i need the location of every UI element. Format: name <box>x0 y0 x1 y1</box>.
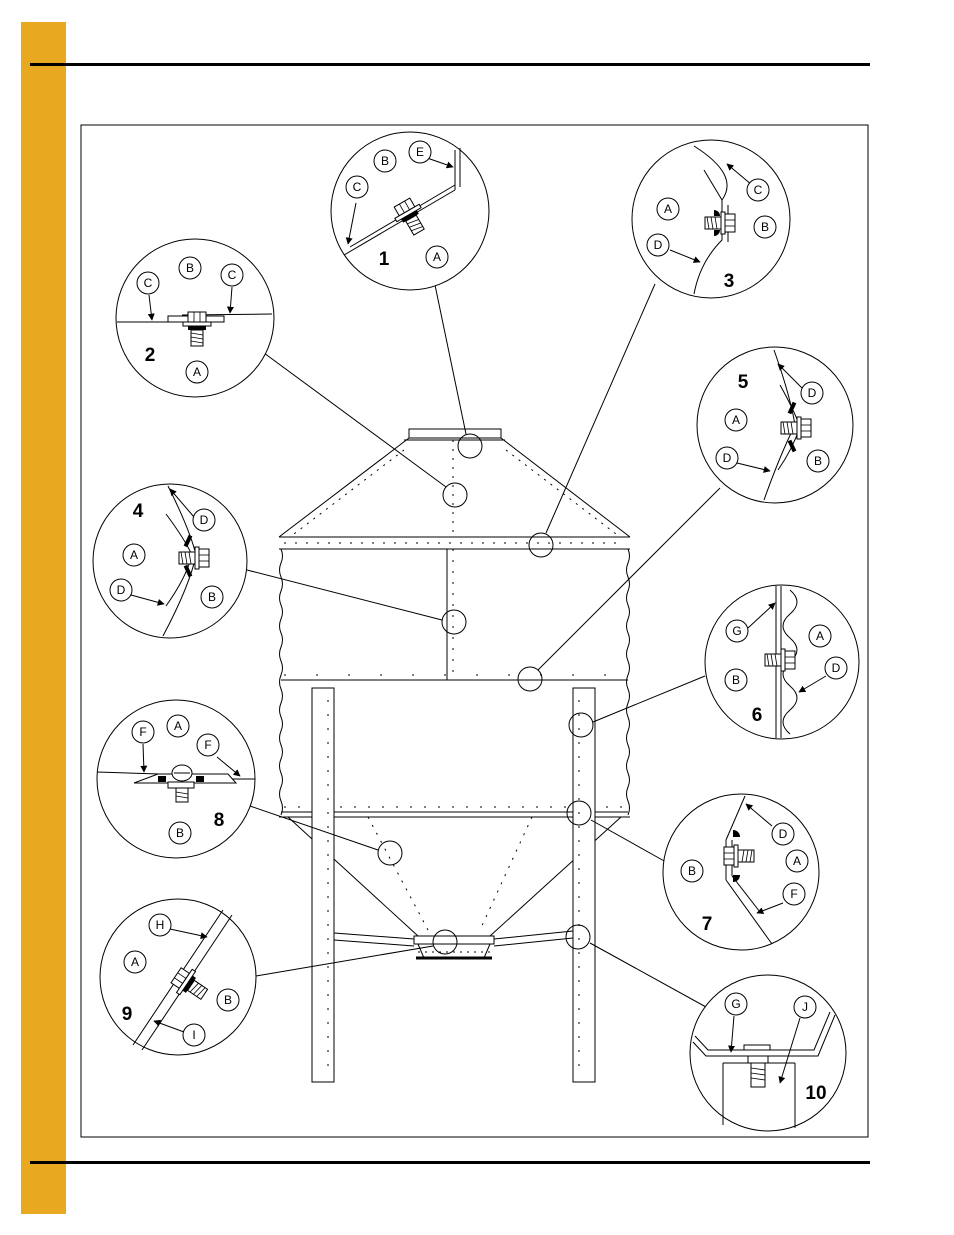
detail-9-label-i: I <box>192 1028 196 1042</box>
detail-8-label-b: B <box>175 826 185 840</box>
detail-4-number: 4 <box>132 501 144 522</box>
detail-7-label-b: B <box>687 864 697 878</box>
detail-3-label-c: C <box>753 183 763 197</box>
detail-6-label-b: B <box>731 673 741 687</box>
detail-4-label-d-bottom: D <box>116 583 126 597</box>
detail-10-label-g: G <box>731 997 741 1011</box>
detail-3-label-d: D <box>653 238 663 252</box>
detail-1-label-c: C <box>352 180 362 194</box>
detail-6-label-g: G <box>732 624 742 638</box>
detail-5-label-a: A <box>731 413 741 427</box>
detail-7-label-f: F <box>790 887 798 901</box>
detail-1-label-b: B <box>380 154 390 168</box>
detail-5 <box>697 347 853 503</box>
detail-2-label-a: A <box>192 365 202 379</box>
detail-8-number: 8 <box>213 810 225 831</box>
detail-3-label-b: B <box>760 220 770 234</box>
detail-5-number: 5 <box>737 372 749 393</box>
detail-8-label-f-left: F <box>139 725 147 739</box>
detail-8 <box>97 700 255 858</box>
detail-3-number: 3 <box>723 271 735 292</box>
detail-5-label-d-top: D <box>807 386 817 400</box>
detail-3 <box>632 140 790 298</box>
detail-7-label-a: A <box>792 854 802 868</box>
detail-10-number: 10 <box>805 1083 827 1104</box>
bin-body <box>279 429 630 1082</box>
detail-7-label-d: D <box>778 827 788 841</box>
detail-1-label-e: E <box>415 145 425 159</box>
detail-6-number: 6 <box>751 705 763 726</box>
detail-5-label-b: B <box>813 454 823 468</box>
detail-4 <box>93 484 247 638</box>
detail-1-label-a: A <box>432 250 442 264</box>
detail-4-label-b: B <box>207 590 217 604</box>
detail-1-number: 1 <box>378 249 390 270</box>
detail-6-label-a: A <box>815 629 825 643</box>
detail-2-label-b: B <box>185 261 195 275</box>
detail-1 <box>331 132 489 290</box>
detail-8-label-f-right: F <box>204 738 212 752</box>
detail-10 <box>690 975 846 1131</box>
detail-9-label-b: B <box>223 993 233 1007</box>
detail-7-number: 7 <box>701 914 713 935</box>
detail-6-label-d: D <box>831 661 841 675</box>
detail-6 <box>705 585 859 739</box>
detail-10-label-j: J <box>802 1000 808 1014</box>
detail-9-label-a: A <box>130 955 140 969</box>
detail-9 <box>100 899 256 1055</box>
detail-4-label-a: A <box>129 548 139 562</box>
detail-7 <box>663 794 819 950</box>
detail-9-label-h: H <box>155 918 165 932</box>
detail-2-label-c-right: C <box>227 268 237 282</box>
detail-8-label-a: A <box>173 719 183 733</box>
detail-4-label-d-top: D <box>199 513 209 527</box>
detail-2 <box>116 239 274 397</box>
detail-5-label-d-bottom: D <box>722 451 732 465</box>
detail-9-number: 9 <box>121 1004 133 1025</box>
detail-2-label-c-left: C <box>143 276 153 290</box>
detail-3-label-a: A <box>663 202 673 216</box>
detail-2-number: 2 <box>144 345 156 366</box>
